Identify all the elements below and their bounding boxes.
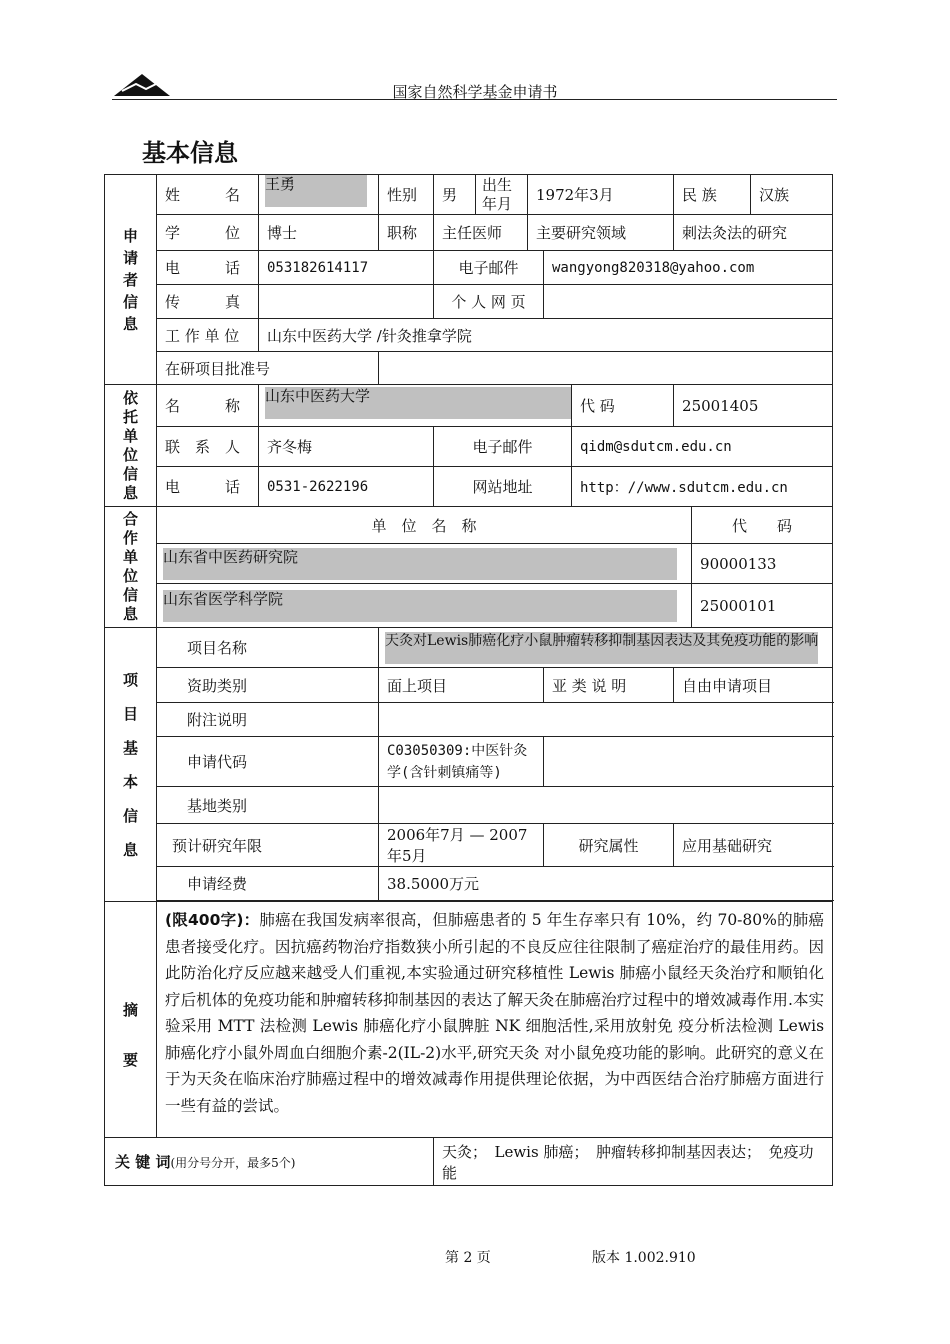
apply-code-value: C03050309:中医针灸学(含针刺镇痛等) — [379, 737, 544, 787]
ethnic-value: 汉族 — [751, 175, 833, 215]
abstract-lead: (限400字)： — [165, 911, 260, 929]
host-website-value: http：//www.sdutcm.edu.cn — [572, 467, 833, 507]
approval-value — [379, 352, 833, 385]
budget-value: 38.5000万元 — [379, 867, 833, 901]
degree-value: 博士 — [259, 215, 379, 251]
project-name-label: 项目名称 — [157, 628, 379, 668]
period-value: 2006年7月 — 2007年5月 — [379, 824, 544, 867]
header-title: 国家自然科学基金申请书 — [392, 83, 558, 101]
name-label: 姓 名 — [157, 175, 259, 215]
fax-value — [259, 285, 434, 319]
phone-value: 053182614117 — [259, 251, 434, 285]
partner-row-name: 山东省医学科学院 — [157, 584, 692, 628]
homepage-value — [544, 285, 833, 319]
funding-type-label: 资助类别 — [157, 668, 379, 703]
email-value: wangyong820318@yahoo.com — [544, 251, 833, 285]
keywords-value: 天灸； Lewis 肺癌； 肿瘤转移抑制基因表达； 免疫功能 — [434, 1138, 833, 1186]
partner-row-code: 90000133 — [692, 544, 833, 584]
host-contact-value: 齐冬梅 — [259, 427, 434, 467]
gender-label: 性别 — [379, 175, 434, 215]
abstract-body: 肺癌在我国发病率很高，但肺癌患者的 5 年生存率只有 10%，约 70-80%的肺癌患者接受化疗。因抗癌药物治疗指数狭小所引起的不良反应往往限制了癌症治疗的最佳用药。因此防治化疗反应越来越受人们重视,本实验通过研究移植性 Lewis 肺癌小鼠经天灸治疗和顺铂化疗后机体的免疫功能和肿瘤转移抑制基因的表达了解天灸在肺癌治疗过程中的增效减毒作用.本实验采用 MTT 法检测 Lewis 肺癌化疗小鼠脾脏 NK 细胞活性,采用放射免 疫分析法检测 Lewis 肺癌化疗小鼠外周血白细胞介素-2(IL-2)水平,研究天灸 对小鼠免疫功能的影响。此研究的意义在于为天灸在临床治疗肺癌过程中的增效减毒作用提供理论依据，为中西医结合治疗肺癌方面进行一些有益的尝试。 — [165, 911, 825, 1115]
partner-row-name: 山东省中医药研究院 — [157, 544, 692, 584]
applicant-section-label: 申请者信息 — [105, 175, 157, 385]
base-type-label: 基地类别 — [157, 787, 379, 824]
note-value — [379, 703, 833, 737]
host-code-label: 代 码 — [572, 385, 674, 427]
project-name-value: 天灸对Lewis肺癌化疗小鼠肿瘤转移抑制基因表达及其免疫功能的影响 — [379, 628, 833, 668]
gender-value: 男 — [434, 175, 476, 215]
funding-type-value: 面上项目 — [379, 668, 544, 703]
title-value: 主任医师 — [434, 215, 528, 251]
workplace-value: 山东中医药大学 /针灸推拿学院 — [259, 319, 833, 352]
host-phone-label: 电 话 — [157, 467, 259, 507]
abstract-section-label: 摘要 — [105, 902, 157, 1138]
application-form — [104, 174, 833, 1186]
host-code-value: 25001405 — [674, 385, 833, 427]
apply-code-label: 申请代码 — [157, 737, 379, 787]
phone-label: 电 话 — [157, 251, 259, 285]
host-phone-value: 0531-2622196 — [259, 467, 434, 507]
nsfc-logo-icon — [112, 70, 172, 98]
keywords-label-cell — [105, 1138, 434, 1186]
subclass-label: 亚 类 说 明 — [544, 668, 674, 703]
abstract-text — [157, 902, 833, 1138]
partner-row-code: 25000101 — [692, 584, 833, 628]
partners-code-header: 代 码 — [692, 507, 833, 544]
partners-section-label: 合作单位信息 — [105, 507, 157, 628]
period-label: 预计研究年限 — [157, 824, 379, 867]
attribute-value: 应用基础研究 — [674, 824, 833, 867]
note-label: 附注说明 — [157, 703, 379, 737]
host-name-label: 名 称 — [157, 385, 259, 427]
email-label: 电子邮件 — [434, 251, 544, 285]
approval-label: 在研项目批准号 — [157, 352, 379, 385]
page-title: 基本信息 — [142, 139, 238, 167]
header-rule — [112, 99, 837, 100]
birth-value: 1972年3月 — [528, 175, 674, 215]
field-value: 刺法灸法的研究 — [674, 215, 833, 251]
ethnic-label: 民 族 — [674, 175, 751, 215]
budget-label: 申请经费 — [157, 867, 379, 901]
field-label: 主要研究领域 — [528, 215, 674, 251]
project-section-label: 项目基本信息 — [105, 628, 157, 902]
host-section-label: 依托单位信息 — [105, 385, 157, 507]
degree-label: 学 位 — [157, 215, 259, 251]
birth-label: 出生年月 — [476, 175, 528, 215]
workplace-label: 工 作 单 位 — [157, 319, 259, 352]
subclass-value: 自由申请项目 — [674, 668, 833, 703]
host-name-value: 山东中医药大学 — [259, 385, 572, 427]
base-type-value — [379, 787, 833, 824]
host-contact-label: 联 系 人 — [157, 427, 259, 467]
version-number: 版本 1.002.910 — [592, 1250, 696, 1266]
fax-label: 传 真 — [157, 285, 259, 319]
title-label: 职称 — [379, 215, 434, 251]
keywords-hint: (用分号分开，最多5个) — [170, 1156, 296, 1170]
keywords-label: 关 键 词 — [115, 1153, 171, 1171]
attribute-label: 研究属性 — [544, 824, 674, 867]
apply-code-extra — [544, 737, 833, 787]
host-email-label: 电子邮件 — [434, 427, 572, 467]
host-email-value: qidm@sdutcm.edu.cn — [572, 427, 833, 467]
host-website-label: 网站地址 — [434, 467, 572, 507]
name-value: 王勇 — [259, 175, 379, 215]
partners-unit-header: 单 位 名 称 — [157, 507, 692, 544]
homepage-label: 个 人 网 页 — [434, 285, 544, 319]
page-number: 第 2 页 — [445, 1250, 491, 1266]
